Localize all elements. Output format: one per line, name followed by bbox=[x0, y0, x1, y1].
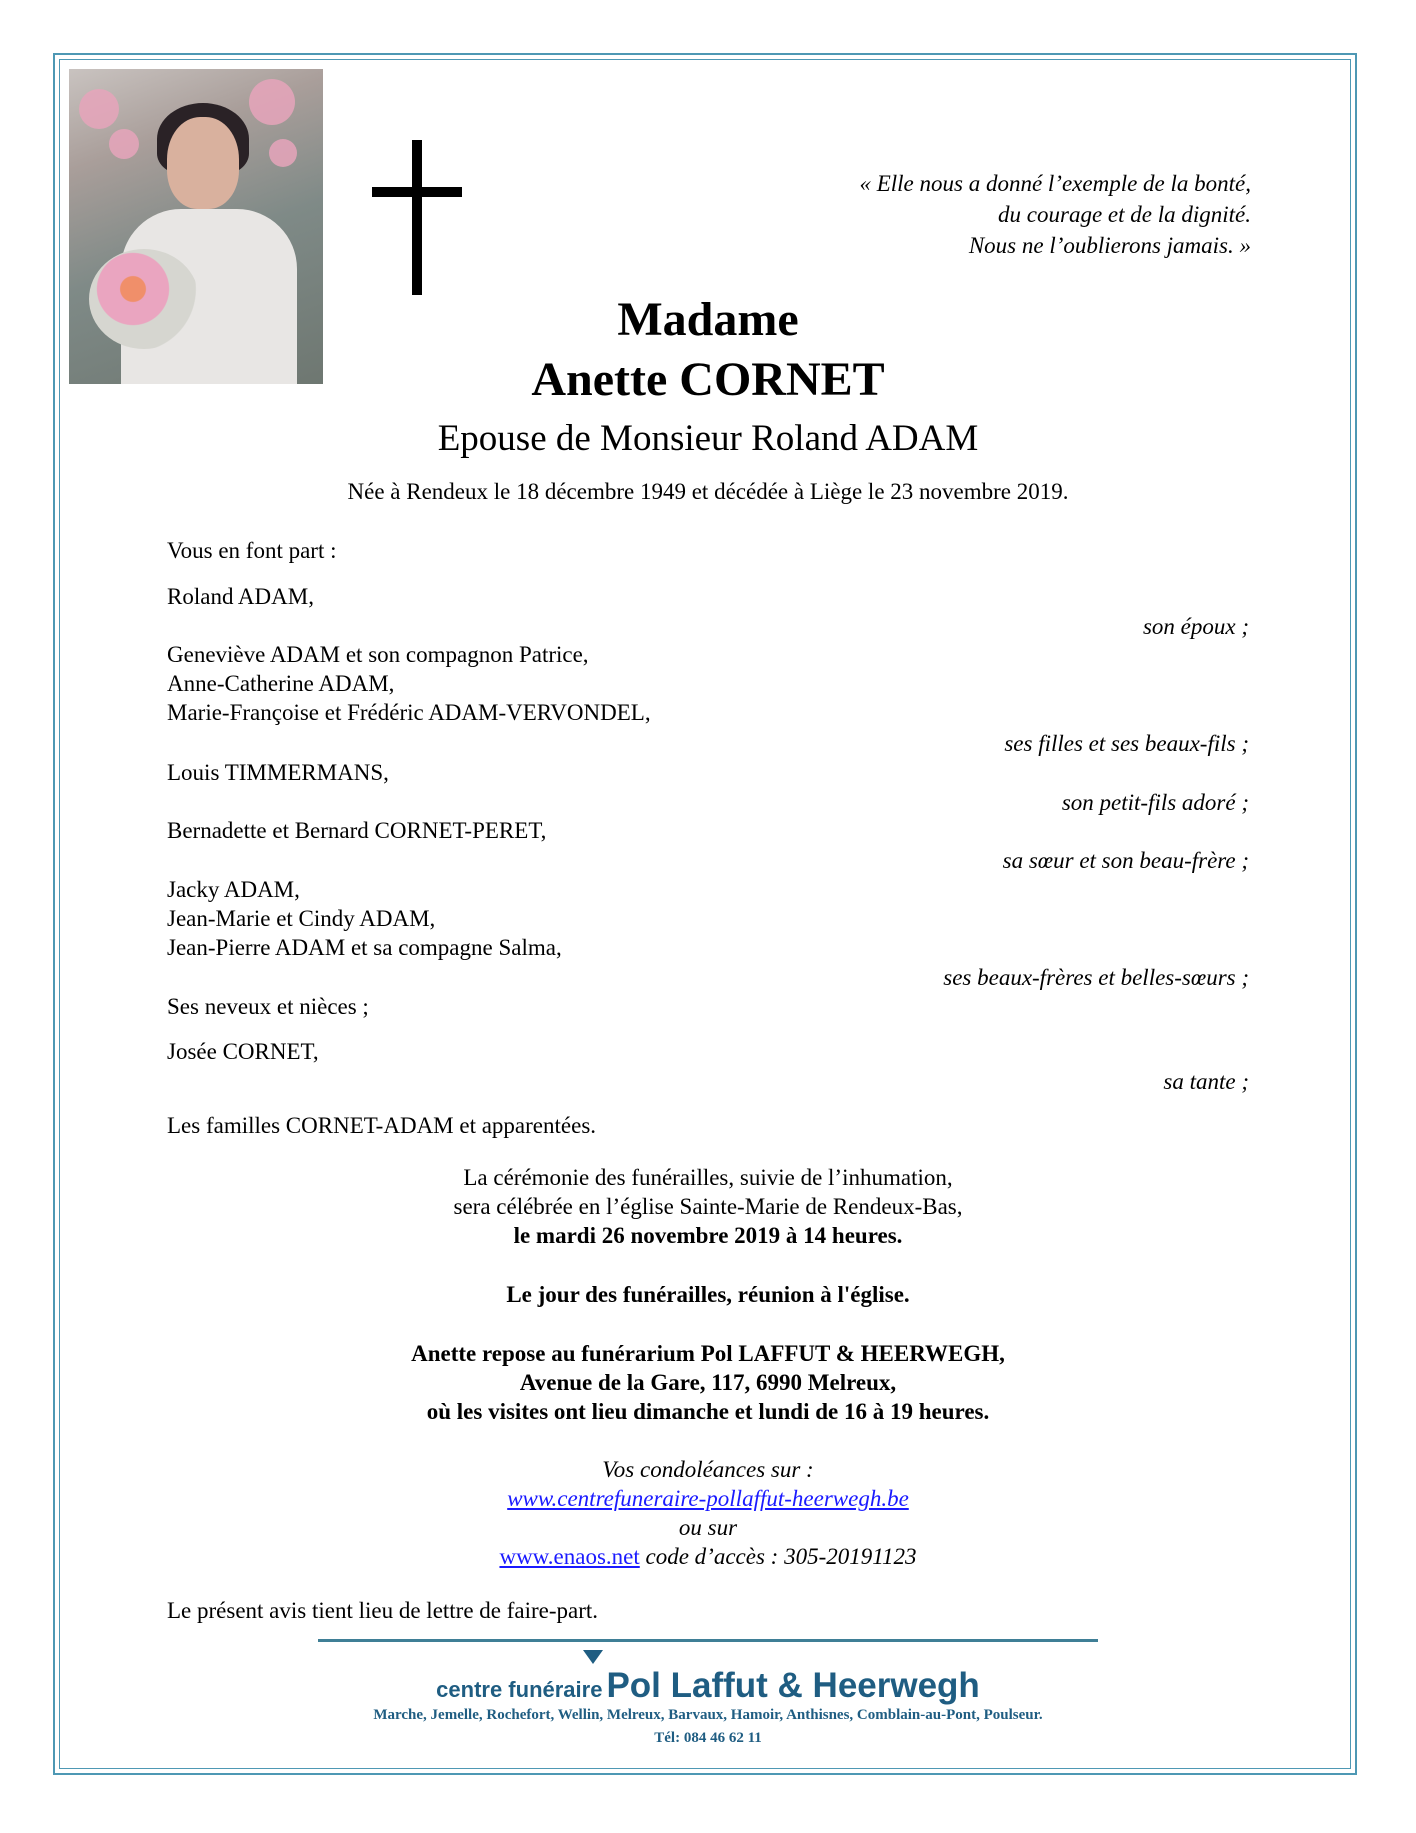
family-name-line: Bernadette et Bernard CORNET-PERET, bbox=[167, 818, 547, 843]
intro-line: Vous en font part : bbox=[167, 538, 337, 563]
quote-line: du courage et de la dignité. bbox=[998, 202, 1251, 227]
triangle-icon bbox=[583, 1650, 603, 1664]
family-name-line: Ses neveux et nièces ; bbox=[167, 994, 369, 1019]
condolences-or: ou sur bbox=[678, 1515, 738, 1540]
condolences-link-primary[interactable]: www.centrefuneraire-pollaffut-heerwegh.be bbox=[507, 1486, 909, 1511]
ceremony-line: La cérémonie des funérailles, suivie de l’inhumation, bbox=[463, 1165, 953, 1190]
family-name-line: Les familles CORNET-ADAM et apparentées. bbox=[167, 1113, 597, 1138]
family-name-line: Jacky ADAM, bbox=[167, 877, 300, 902]
ceremony-line: sera célébrée en l’église Sainte-Marie de Rendeux-Bas, bbox=[453, 1194, 963, 1219]
footer-logo-small: centre funéraire bbox=[436, 1677, 603, 1702]
condolences-label: Vos condoléances sur : bbox=[602, 1457, 814, 1482]
footer-divider bbox=[318, 1639, 1098, 1642]
epitaph-quote bbox=[859, 168, 1251, 261]
footer-logo bbox=[0, 1666, 1416, 1706]
relation-line: ses beaux-frères et belles-sœurs ; bbox=[943, 965, 1249, 990]
honorific: Madame bbox=[617, 293, 799, 346]
family-name-line: Jean-Marie et Cindy ADAM, bbox=[167, 906, 436, 931]
ceremony-datetime: le mardi 26 novembre 2019 à 14 heures. bbox=[513, 1223, 903, 1248]
family-name-line: Josée CORNET, bbox=[167, 1039, 319, 1064]
condolences-link-enaos[interactable]: www.enaos.net bbox=[499, 1544, 640, 1569]
repose-address: Avenue de la Gare, 117, 6990 Melreux, bbox=[519, 1370, 897, 1395]
relation-line: sa sœur et son beau-frère ; bbox=[1002, 848, 1249, 873]
spouse-line: Epouse de Monsieur Roland ADAM bbox=[437, 418, 979, 459]
birth-death-dates: Née à Rendeux le 18 décembre 1949 et décédée à Liège le 23 novembre 2019. bbox=[347, 479, 1069, 504]
deceased-name: Anette CORNET bbox=[531, 353, 885, 406]
footer-logo-brand: Pol Laffut & Heerwegh bbox=[606, 1666, 980, 1705]
access-code: code d’accès : 305-20191123 bbox=[639, 1544, 917, 1569]
footer-phone: Tél: 084 46 62 11 bbox=[654, 1730, 762, 1746]
family-name-line: Geneviève ADAM et son compagnon Patrice, bbox=[167, 642, 589, 667]
cross-icon bbox=[372, 140, 462, 295]
relation-line: son petit-fils adoré ; bbox=[1061, 790, 1249, 815]
relation-line: son époux ; bbox=[1142, 614, 1249, 639]
family-name-line: Marie-Françoise et Frédéric ADAM-VERVONDEL, bbox=[167, 700, 651, 725]
closing-line: Le présent avis tient lieu de lettre de faire-part. bbox=[167, 1598, 599, 1623]
family-name-line: Louis TIMMERMANS, bbox=[167, 760, 389, 785]
relation-line: sa tante ; bbox=[1163, 1069, 1249, 1094]
family-name-line: Jean-Pierre ADAM et sa compagne Salma, bbox=[167, 935, 562, 960]
family-name-line: Roland ADAM, bbox=[167, 584, 314, 609]
quote-line: « Elle nous a donné l’exemple de la bonté, bbox=[859, 171, 1251, 196]
relation-line: ses filles et ses beaux-fils ; bbox=[1004, 731, 1249, 756]
meeting-line: Le jour des funérailles, réunion à l'église. bbox=[506, 1282, 910, 1307]
family-name-line: Anne-Catherine ADAM, bbox=[167, 671, 395, 696]
repose-line: Anette repose au funérarium Pol LAFFUT & HEERWEGH, bbox=[411, 1341, 1005, 1366]
footer-towns: Marche, Jemelle, Rochefort, Wellin, Melreux, Barvaux, Hamoir, Anthisnes, Comblain-au-Pont, Poulseur. bbox=[373, 1707, 1043, 1723]
visiting-hours: où les visites ont lieu dimanche et lundi de 16 à 19 heures. bbox=[426, 1399, 990, 1424]
quote-line: Nous ne l’oublierons jamais. » bbox=[968, 233, 1251, 258]
